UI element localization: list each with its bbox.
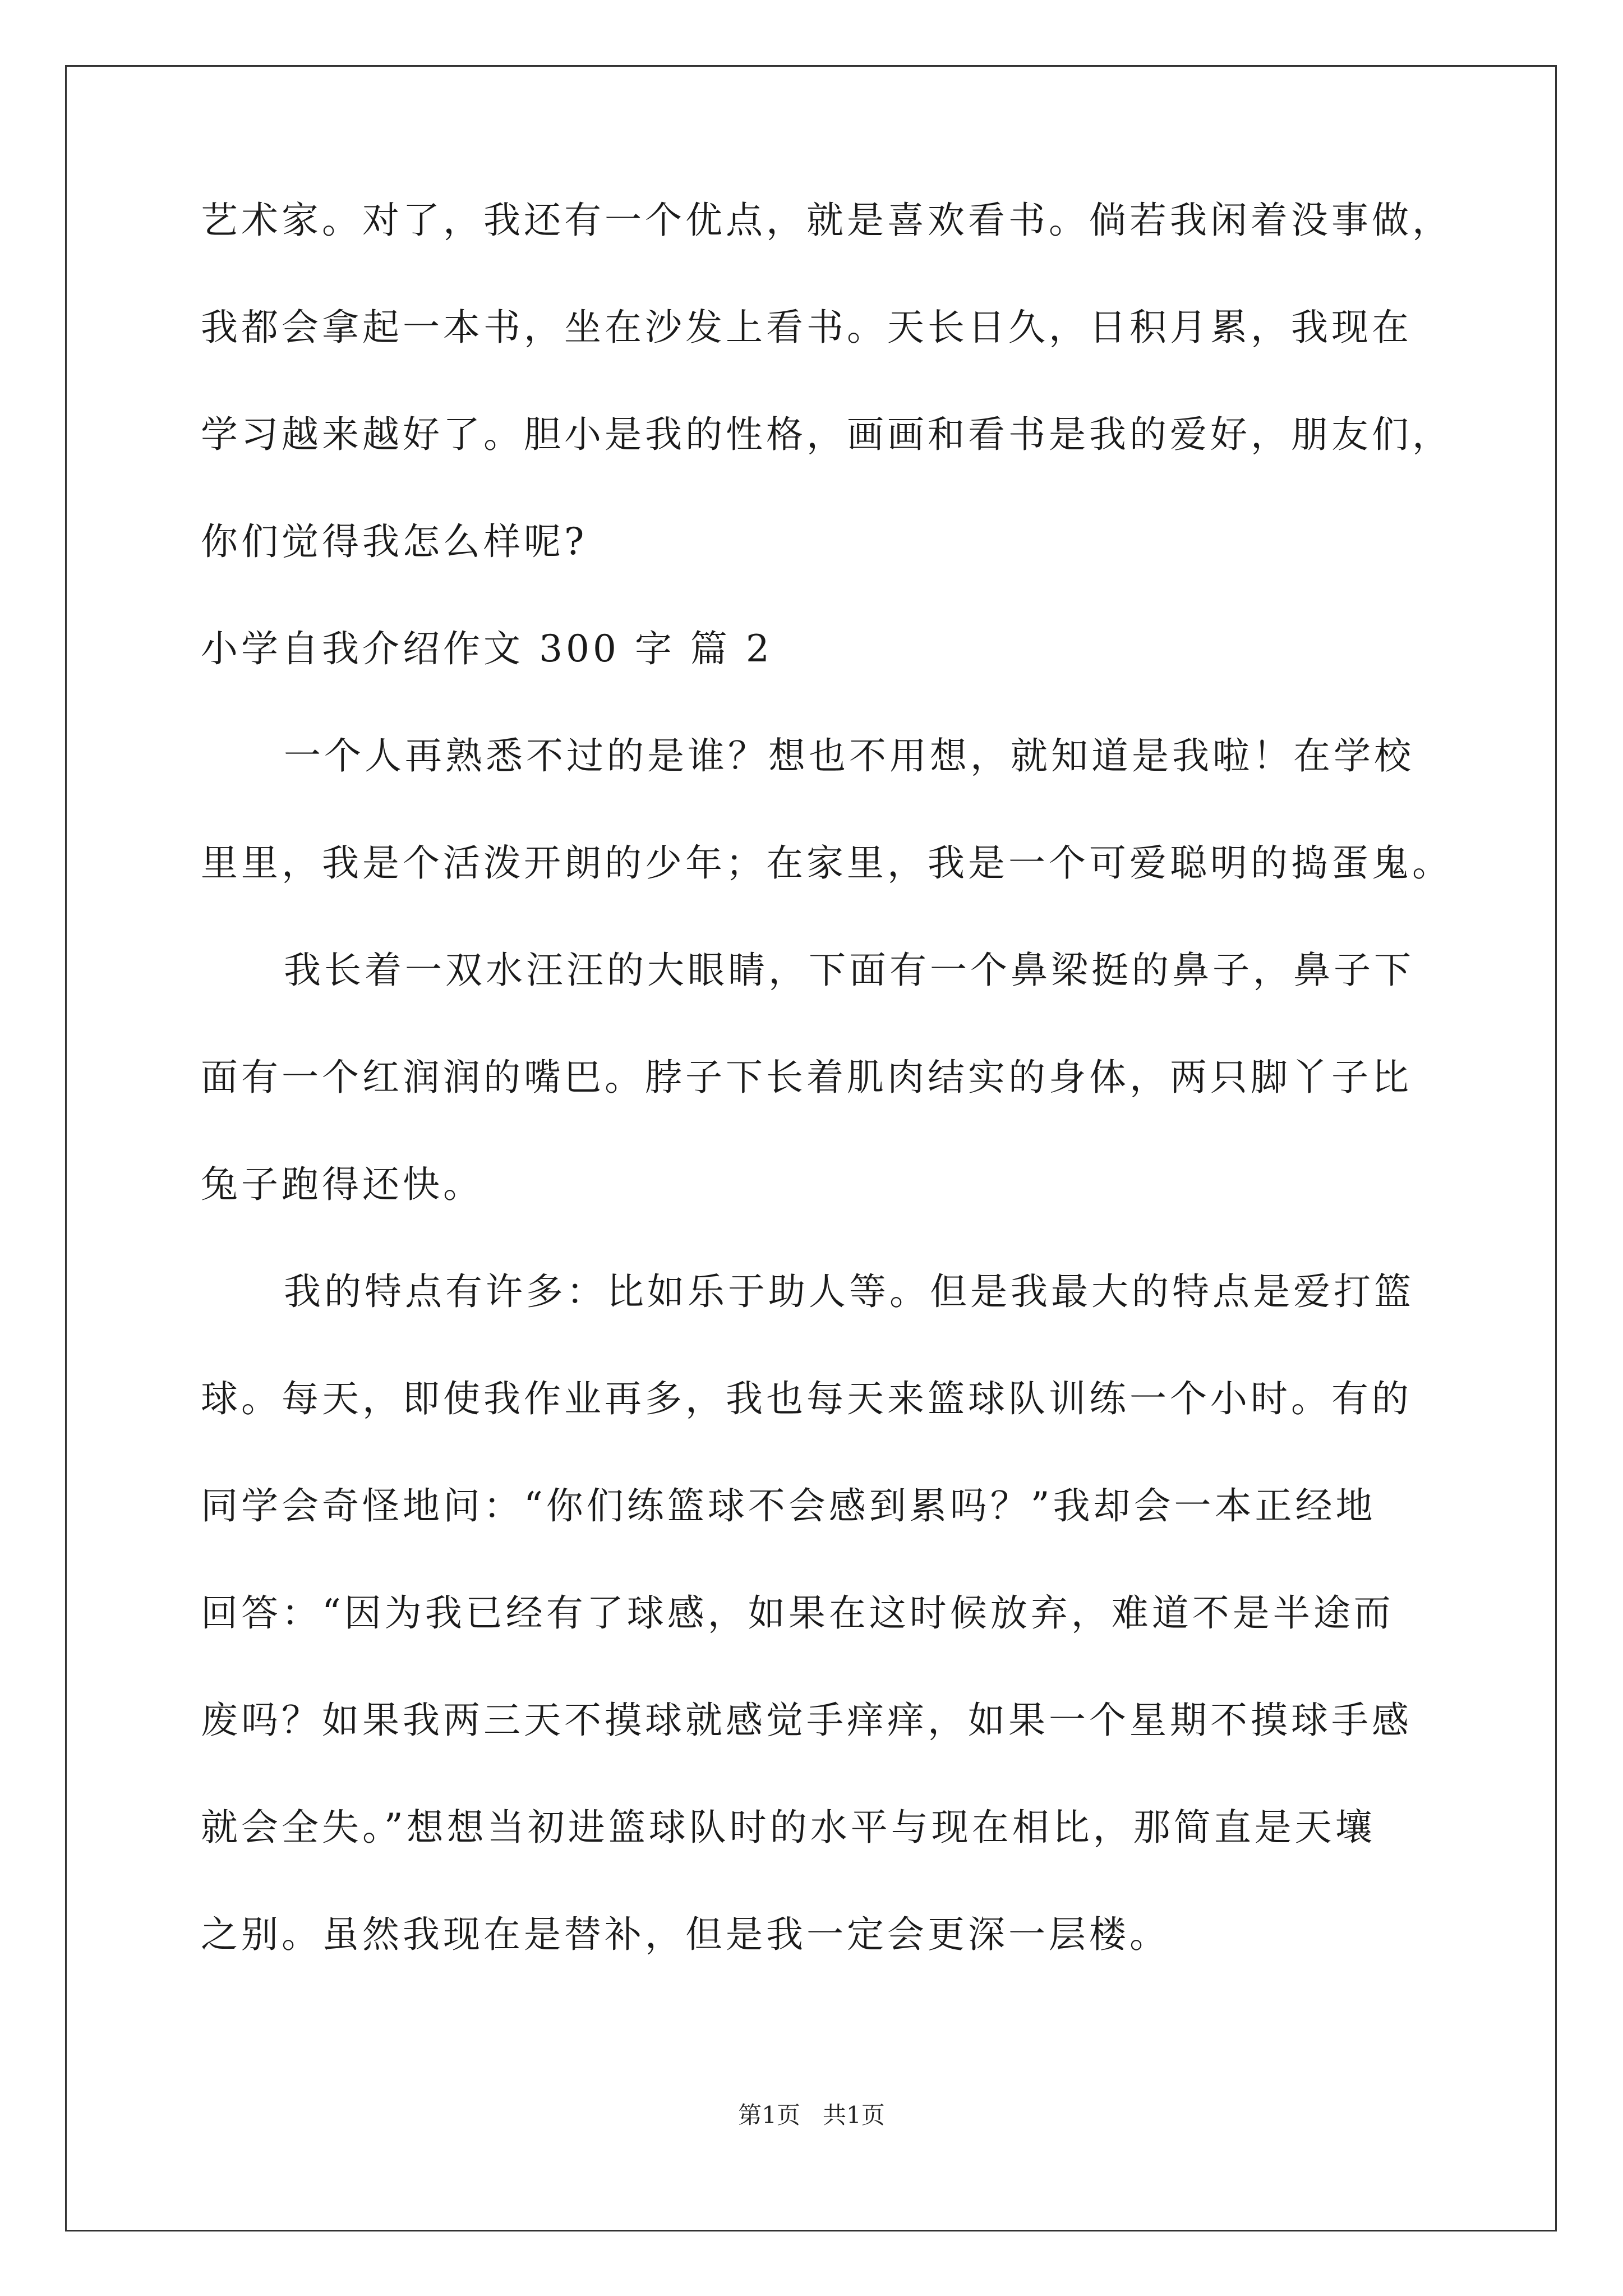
text-line-4: 你们觉得我怎么样呢? [201, 520, 588, 563]
text-line-16: 就会全失。”想想当初进篮球队时的水平与现在相比，那简直是天壤 [201, 1806, 1376, 1849]
text-line-6: 一个人再熟悉不过的是谁？想也不用想，就知道是我啦！在学校 [284, 734, 1414, 777]
text-line-11: 我的特点有许多：比如乐于助人等。但是我最大的特点是爱打篮 [284, 1270, 1414, 1313]
text-line-15: 废吗？如果我两三天不摸球就感觉手痒痒，如果一个星期不摸球手感 [201, 1699, 1412, 1742]
text-line-3: 学习越来越好了。胆小是我的性格，画画和看书是我的爱好，朋友们， [201, 413, 1453, 456]
text-line-7: 里里，我是个活泼开朗的少年；在家里，我是一个可爱聪明的捣蛋鬼。 [201, 841, 1453, 885]
text-line-14: 回答：“因为我已经有了球感，如果在这时候放弃，难道不是半途而 [201, 1591, 1394, 1635]
text-line-2: 我都会拿起一本书，坐在沙发上看书。天长日久，日积月累，我现在 [201, 306, 1412, 349]
text-line-8: 我长着一双水汪汪的大眼睛，下面有一个鼻梁挺的鼻子，鼻子下 [284, 949, 1414, 992]
section-heading: 小学自我介绍作文 300 字 篇 2 [201, 627, 773, 670]
text-line-1: 艺术家。对了，我还有一个优点，就是喜欢看书。倘若我闲着没事做， [201, 199, 1453, 242]
text-line-10: 兔子跑得还快。 [201, 1163, 483, 1206]
text-line-13: 同学会奇怪地问：“你们练篮球不会感到累吗？”我却会一本正经地 [201, 1484, 1376, 1527]
text-line-12: 球。每天，即使我作业再多，我也每天来篮球队训练一个小时。有的 [201, 1377, 1412, 1420]
page-footer: 第1页 共1页 [738, 2101, 885, 2129]
document-body [201, 194, 1453, 2015]
text-line-9: 面有一个红润润的嘴巴。脖子下长着肌肉结实的身体，两只脚丫子比 [201, 1056, 1412, 1099]
text-line-17: 之别。虽然我现在是替补，但是我一定会更深一层楼。 [201, 1913, 1170, 1956]
